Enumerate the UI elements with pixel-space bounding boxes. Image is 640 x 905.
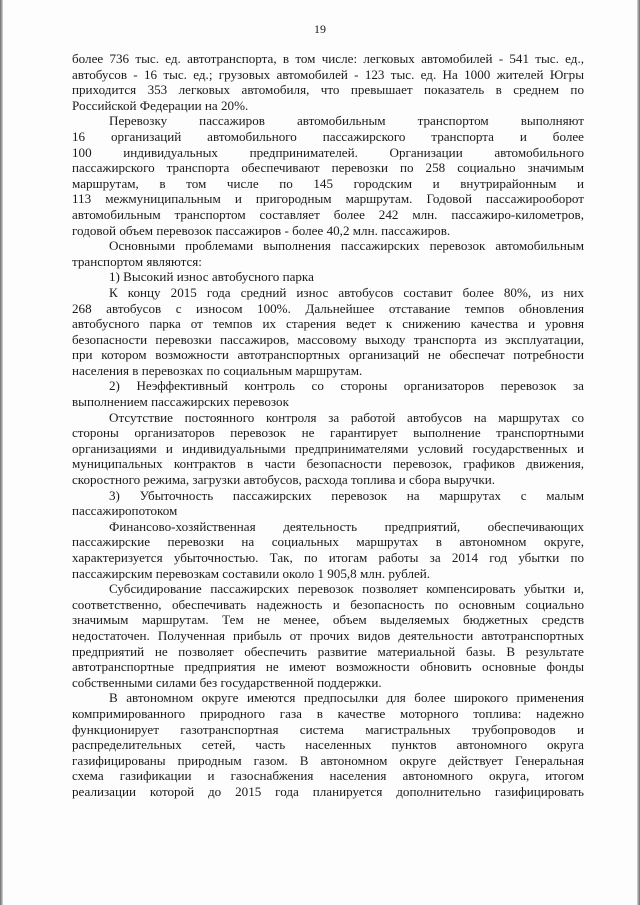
text-line: автобусов - 16 тыс. ед.; грузовых автомобилей - 123 тыс. ед. На 1000 жителей Югры [72, 66, 584, 82]
page-number: 19 [314, 22, 326, 36]
text-line: функционирует газотранспортная система магистральных трубопроводов и [72, 721, 584, 737]
text-line: более 736 тыс. ед. автотранспорта, в том числе: легковых автомобилей - 541 тыс. ед., [72, 51, 584, 66]
text-line: 16 организаций автомобильного пассажирского транспорта и более [72, 128, 584, 144]
text-line: выполнением пассажирских перевозок [72, 394, 289, 410]
text-line: Основными проблемами выполнения пассажирских перевозок автомобильным [109, 238, 584, 254]
text-line: автотранспортные предприятия не имеют возможности обновить основные фонды [72, 659, 584, 675]
text-line: маршрутам, в том числе по 145 городским и внутрирайонным и [72, 175, 584, 191]
text-line: 3) Убыточность пассажирских перевозок на маршрутах с малым [109, 487, 584, 503]
text-line: 2) Неэффективный контроль со стороны организаторов перевозок за [109, 378, 584, 394]
text-line: компримированного природного газа в качестве моторного топлива: надежно [72, 705, 584, 721]
text-line: Перевозку пассажиров автомобильным транспортом выполняют [109, 113, 584, 129]
text-line: реализации которой до 2015 года планируется дополнительно газифицировать [72, 783, 584, 799]
text-line: Отсутствие постоянного контроля за работой автобусов на маршрутах со [109, 409, 584, 425]
text-line: К концу 2015 года средний износ автобусов составит более 80%, из них [109, 284, 584, 300]
text-line: Субсидирование пассажирских перевозок позволяет компенсировать убытки и, [109, 581, 584, 597]
text-line: схема газификации и газоснабжения населения автономного округа, итогом [72, 768, 584, 784]
text-line: 113 межмуниципальным и пригородным маршрутам. Годовой пассажирооборот [72, 191, 584, 207]
text-line: скоростного режима, загрузки автобусов, расхода топлива и сбора выручки. [72, 472, 495, 488]
text-line: пассажирским перевозкам составили около 1 905,8 млн. рублей. [72, 565, 431, 581]
text-line: 100 индивидуальных предпринимателей. Организации автомобильного [72, 144, 584, 160]
text-line: 1) Высокий износ автобусного парка [109, 269, 314, 285]
text-line: Российской Федерации на 20%. [72, 97, 249, 113]
text-line: пассажиропотоком [72, 503, 178, 519]
text-line: транспортом являются: [72, 253, 202, 269]
text-line: характеризуется убыточностью. Так, по итогам работы за 2014 год убытки по [72, 550, 584, 565]
text-line: газифицированы природным газом. В автономном округе действует Генеральная [72, 752, 584, 768]
text-line: Финансово-хозяйственная деятельность предприятий, обеспечивающих [109, 518, 584, 534]
text-line: В автономном округе имеются предпосылки для более широкого применения [109, 690, 584, 706]
scan-edge-left [0, 0, 3, 905]
text-line: пассажирского транспорта обеспечивают перевозки по 258 социально значимым [72, 160, 584, 176]
text-line: пассажирские перевозки на социальных маршрутах в автономном округе, [72, 534, 584, 550]
text-line: автомобильным транспортом составляет более 242 млн. пассажиро-километров, [72, 206, 584, 222]
text-line: автобусного парка от темпов их старения ведет к снижению качества и уровня [72, 316, 584, 332]
text-line: приходится 353 легковых автомобиля, что превышает показатель в среднем по [72, 82, 584, 98]
text-line: организациями и индивидуальными предпринимателями условий государственных и [72, 440, 584, 456]
text-line: безопасности перевозки пассажиров, массовому выходу транспорта из эксплуатации, [72, 331, 584, 347]
text-line: собственными силами без государственной поддержки. [72, 674, 382, 690]
text-line: соответственно, обеспечивать надежность и безопасность по основным социально [72, 596, 584, 612]
text-line: недостаточен. Полученная прибыль от прочих видов деятельности автотранспортных [72, 627, 584, 643]
text-line: предприятий не позволяет обеспечить развитие материальной базы. В результате [72, 643, 584, 659]
text-line: стороны организаторов перевозок не гарантирует выполнение транспортными [72, 425, 584, 441]
body-text [72, 51, 584, 800]
text-line: муниципальных контрактов в части безопасности перевозок, графиков движения, [72, 456, 584, 472]
text-line: при котором возможности автотранспортных организаций не обеспечат потребности [72, 347, 584, 363]
text-line: значимым маршрутам. Тем не менее, объем выделяемых бюджетных средств [72, 612, 584, 628]
text-line: населения в перевозках по социальным маршрутам. [72, 362, 363, 378]
text-line: распределительных сетей, часть населенных пунктов автономного округа [72, 737, 584, 753]
text-line: 268 автобусов с износом 100%. Дальнейшее отставание темпов обновления [72, 300, 584, 316]
text-line: годовой объем перевозок пассажиров - более 40,2 млн. пассажиров. [72, 222, 451, 238]
